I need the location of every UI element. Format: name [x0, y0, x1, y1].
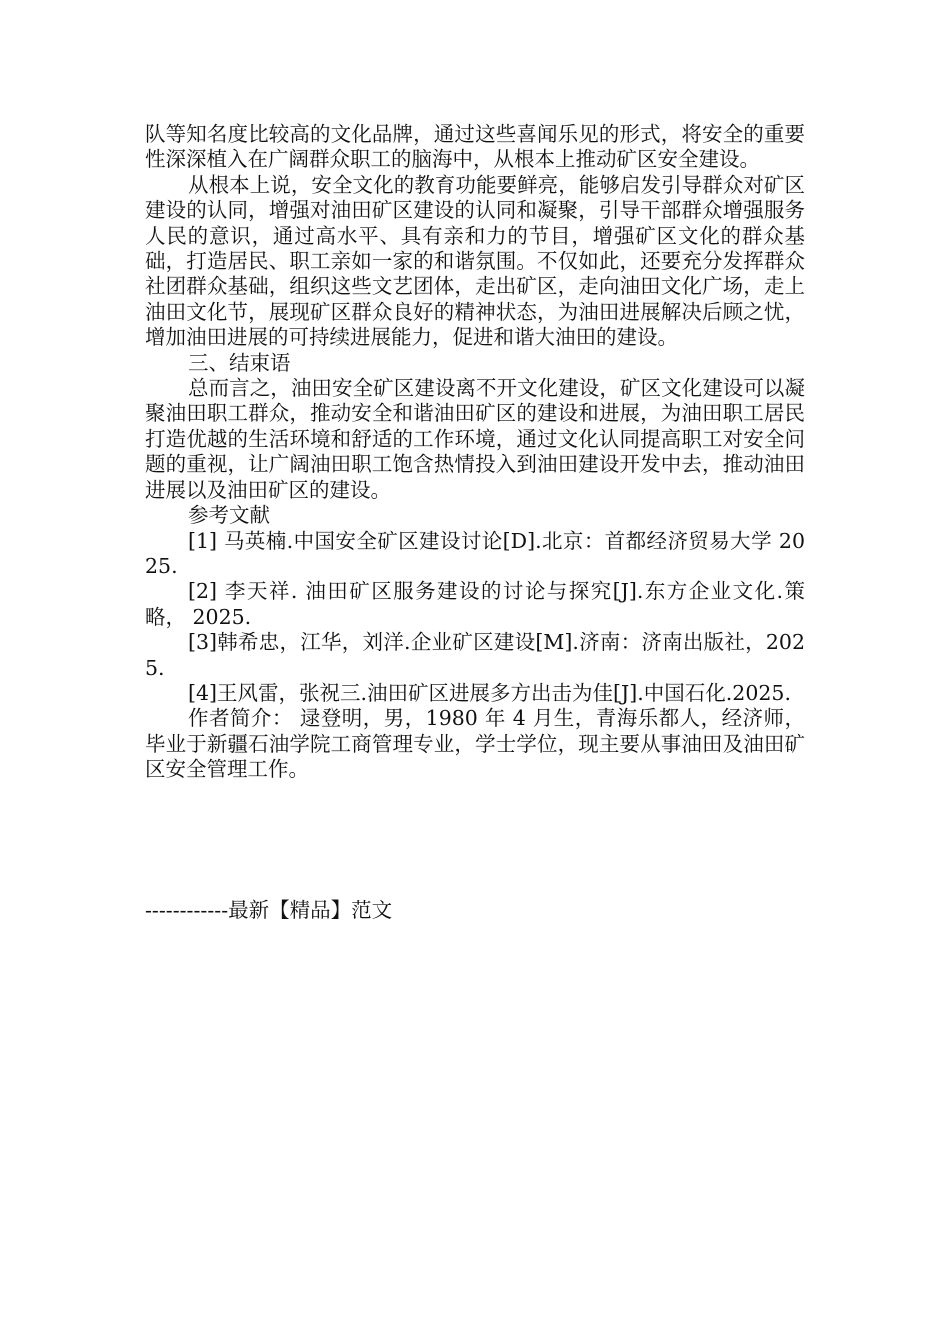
reference-item-4: [4]王风雷，张祝三.油田矿区进展多方出击为佳[J].中国石化.2025.	[188, 680, 791, 705]
paragraph-education-function: 从根本上说，安全文化的教育功能要鲜亮，能够启发引导群众对矿区建设的认同，增强对油田矿区建设的认同和凝聚，引导干部群众增强服务人民的意识，通过高水平、具有亲和力的节目，增强矿区文化的群众基础，打造居民、职工亲如一家的和谐氛围。不仅如此，还要充分发挥群众社团群众基础，组织这些文艺团体，走出矿区，走向油田文化广场，走上油田文化节，展现矿区群众良好的精神状态，为油田进展解决后顾之忧，增加油田进展的可持续进展能力，促进和谐大油田的建设。	[145, 172, 805, 350]
footer-banner: ------------最新【精品】范文	[145, 898, 393, 922]
paragraph-brand-culture: 队等知名度比较高的文化品牌，通过这些喜闻乐见的形式，将安全的重要性深深植入在广阔群众职工的脑海中，从根本上推动矿区安全建设。	[145, 122, 805, 172]
reference-item-1: [1] 马英楠.中国安全矿区建设讨论[D].北京：首都经济贸易大学 2025.	[145, 528, 805, 578]
section-heading-conclusion: 三、结束语	[188, 350, 291, 375]
document-body	[145, 122, 805, 783]
reference-item-2: [2] 李天祥. 油田矿区服务建设的讨论与探究[J].东方企业文化.策略， 2025.	[145, 579, 805, 629]
paragraph-conclusion: 总而言之，油田安全矿区建设离不开文化建设，矿区文化建设可以凝聚油田职工群众，推动安全和谐油田矿区的建设和进展，为油田职工居民打造优越的生活环境和舒适的工作环境，通过文化认同提高职工对安全问题的重视，让广阔油田职工饱含热情投入到油田建设开发中去，推动油田进展以及油田矿区的建设。	[145, 376, 805, 502]
reference-item-3: [3]韩希忠，江华，刘洋.企业矿区建设[M].济南：济南出版社，2025.	[145, 630, 805, 680]
section-heading-references: 参考文献	[188, 503, 270, 528]
author-bio: 作者简介： 逯登明，男，1980 年 4 月生，青海乐都人，经济师，毕业于新疆石油学院工商管理专业，学士学位，现主要从事油田及油田矿区安全管理工作。	[145, 706, 805, 782]
